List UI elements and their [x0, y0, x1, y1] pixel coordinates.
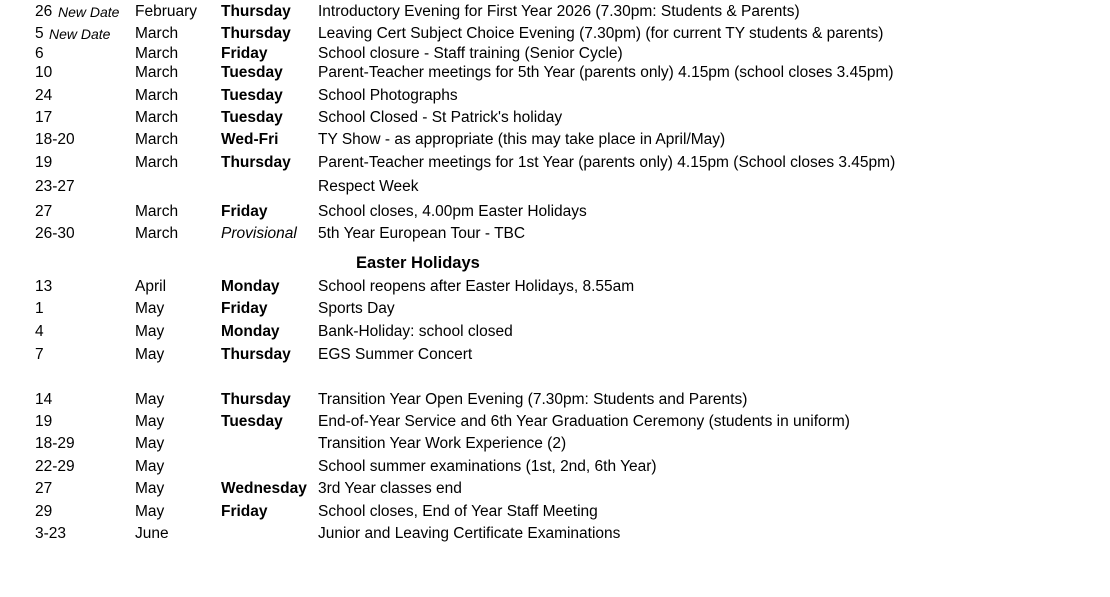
weekday: Friday [221, 45, 268, 62]
table-row [0, 276, 1110, 298]
section-heading-easter: Easter Holidays [356, 254, 480, 272]
event-description: Bank-Holiday: school closed [318, 323, 513, 340]
table-row [0, 129, 1110, 151]
event-description: End-of-Year Service and 6th Year Graduation Ceremony (students in uniform) [318, 413, 850, 430]
table-row [0, 389, 1110, 411]
event-description: Parent-Teacher meetings for 5th Year (parents only) 4.15pm (school closes 3.45pm) [318, 64, 894, 81]
table-row [0, 344, 1110, 366]
date-month: March [135, 45, 179, 62]
weekday: Monday [221, 323, 280, 340]
table-row [0, 411, 1110, 433]
event-description: Leaving Cert Subject Choice Evening (7.30pm) (for current TY students & parents) [318, 25, 884, 42]
event-description: Transition Year Open Evening (7.30pm: Students and Parents) [318, 391, 748, 408]
event-description: Junior and Leaving Certificate Examinations [318, 525, 621, 542]
event-description: Parent-Teacher meetings for 1st Year (parents only) 4.15pm (School closes 3.45pm) [318, 154, 896, 171]
date-day: 17 [35, 109, 53, 126]
date-month: February [135, 3, 198, 20]
event-description: Respect Week [318, 178, 419, 195]
date-month: March [135, 131, 179, 148]
table-row [0, 1, 1110, 23]
weekday: Friday [221, 203, 268, 220]
date-day: 24 [35, 87, 53, 104]
date-month: March [135, 154, 179, 171]
weekday: Tuesday [221, 109, 283, 126]
weekday: Tuesday [221, 87, 283, 104]
weekday: Monday [221, 278, 280, 295]
date-note: New Date [49, 26, 111, 42]
date-month: May [135, 480, 165, 497]
date-month: May [135, 435, 165, 452]
date-day: 14 [35, 391, 53, 408]
date-month: May [135, 300, 165, 317]
date-month: March [135, 109, 179, 126]
weekday: Friday [221, 300, 268, 317]
date-day: 23-27 [35, 178, 75, 195]
date-day: 19 [35, 154, 53, 171]
weekday: Thursday [221, 3, 291, 20]
date-day: 22-29 [35, 458, 75, 475]
table-row [0, 201, 1110, 223]
date-day: 5 [35, 25, 44, 42]
event-description: School summer examinations (1st, 2nd, 6th Year) [318, 458, 657, 475]
event-description: Sports Day [318, 300, 395, 317]
weekday: Thursday [221, 346, 291, 363]
table-row [0, 298, 1110, 320]
weekday: Tuesday [221, 413, 283, 430]
event-description: TY Show - as appropriate (this may take place in April/May) [318, 131, 726, 148]
event-description: School reopens after Easter Holidays, 8.55am [318, 278, 635, 295]
weekday: Thursday [221, 154, 291, 171]
date-month: May [135, 323, 165, 340]
weekday: Tuesday [221, 64, 283, 81]
date-day: 26 [35, 3, 53, 20]
date-month: May [135, 458, 165, 475]
weekday: Wednesday [221, 480, 307, 497]
date-month: April [135, 278, 167, 295]
event-description: School closure - Staff training (Senior Cycle) [318, 45, 623, 62]
event-description: 3rd Year classes end [318, 480, 462, 497]
table-row [0, 433, 1110, 455]
date-day: 10 [35, 64, 53, 81]
date-day: 29 [35, 503, 53, 520]
date-day: 3-23 [35, 525, 67, 542]
table-row [0, 85, 1110, 107]
date-day: 26-30 [35, 225, 75, 242]
table-row [0, 176, 1110, 198]
event-description: School Closed - St Patrick's holiday [318, 109, 563, 126]
weekday: Wed-Fri [221, 131, 279, 148]
table-row [0, 152, 1110, 174]
table-row [0, 456, 1110, 478]
date-month: March [135, 203, 179, 220]
date-day: 4 [35, 323, 44, 340]
date-month: March [135, 87, 179, 104]
date-day: 27 [35, 203, 53, 220]
date-month: March [135, 64, 179, 81]
date-month: May [135, 413, 165, 430]
event-description: School closes, End of Year Staff Meeting [318, 503, 598, 520]
date-day: 7 [35, 346, 44, 363]
date-month: March [135, 225, 179, 242]
event-description: School closes, 4.00pm Easter Holidays [318, 203, 587, 220]
date-day: 1 [35, 300, 44, 317]
weekday: Provisional [221, 225, 297, 242]
date-month: May [135, 391, 165, 408]
date-note: New Date [58, 4, 120, 20]
table-row [0, 62, 1110, 84]
table-row [0, 523, 1110, 545]
weekday: Thursday [221, 25, 291, 42]
date-day: 13 [35, 278, 53, 295]
table-row [0, 321, 1110, 343]
event-description: EGS Summer Concert [318, 346, 473, 363]
table-row [0, 107, 1110, 129]
date-day: 18-29 [35, 435, 75, 452]
weekday: Thursday [221, 391, 291, 408]
date-month: May [135, 346, 165, 363]
table-row [0, 501, 1110, 523]
date-day: 18-20 [35, 131, 75, 148]
event-description: 5th Year European Tour - TBC [318, 225, 526, 242]
table-row [0, 223, 1110, 245]
date-month: May [135, 503, 165, 520]
date-month: June [135, 525, 169, 542]
event-description: School Photographs [318, 87, 458, 104]
table-row [0, 478, 1110, 500]
date-day: 19 [35, 413, 53, 430]
date-month: March [135, 25, 179, 42]
weekday: Friday [221, 503, 268, 520]
date-day: 6 [35, 45, 44, 62]
event-description: Introductory Evening for First Year 2026 (7.30pm: Students & Parents) [318, 3, 800, 20]
table-row [0, 23, 1110, 45]
date-day: 27 [35, 480, 53, 497]
event-description: Transition Year Work Experience (2) [318, 435, 567, 452]
